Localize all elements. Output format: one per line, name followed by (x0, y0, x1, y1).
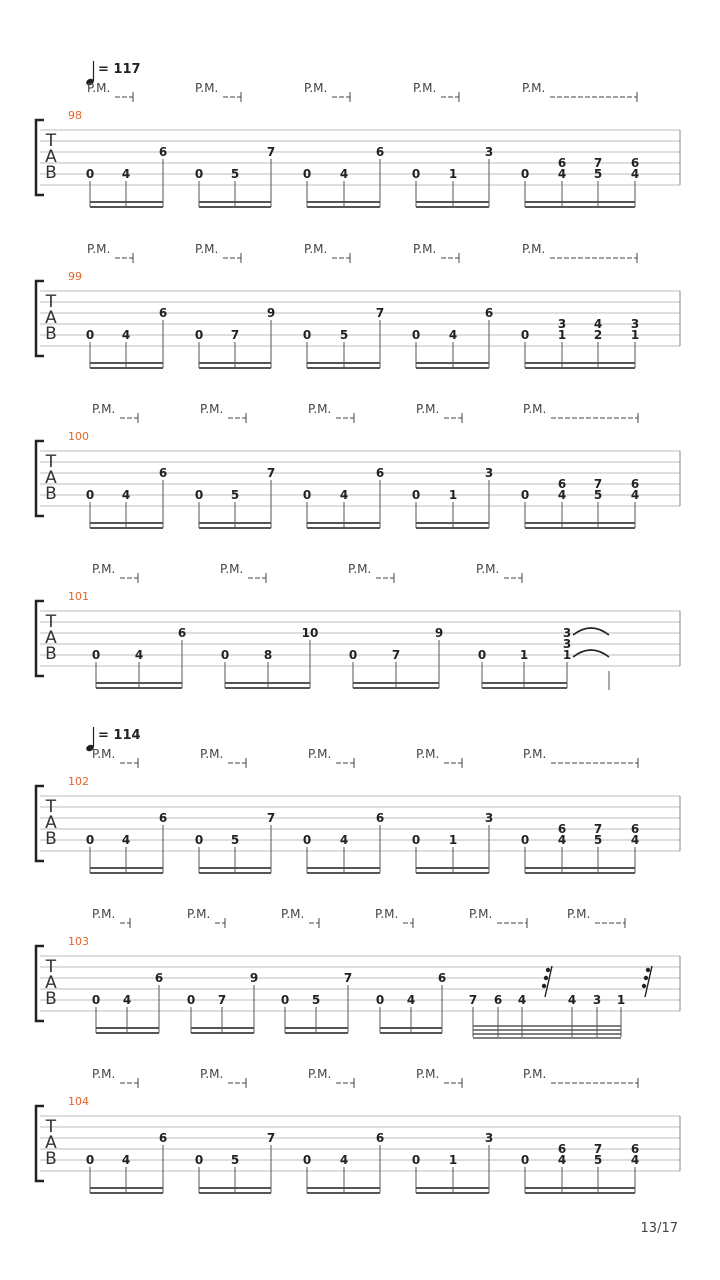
measure-number: 102 (68, 775, 89, 788)
fret-number: 6 (630, 477, 640, 491)
fret-number: 7 (593, 822, 603, 836)
beat-group (86, 1131, 167, 1193)
fret-number: 3 (484, 145, 494, 159)
fret-number: 6 (158, 1131, 168, 1145)
beat-group (412, 811, 493, 873)
fret-number: 4 (121, 833, 131, 847)
fret-number: 0 (520, 1153, 530, 1167)
fret-number: 7 (343, 971, 353, 985)
fret-number: 5 (593, 833, 603, 847)
fret-number: 6 (630, 156, 640, 170)
beat-group (349, 626, 443, 688)
beat-group (521, 822, 639, 873)
beat-group (521, 477, 639, 528)
palm-mute-label: P.M. (523, 747, 547, 761)
thirty-second-rest-icon (642, 966, 652, 997)
tab-clef-letter: T (45, 452, 57, 472)
fret-number: 4 (630, 833, 640, 847)
fret-number: 4 (448, 328, 458, 342)
fret-number: 0 (85, 328, 95, 342)
fret-number: 3 (484, 811, 494, 825)
fret-number: 6 (557, 477, 567, 491)
palm-mute-label: P.M. (476, 562, 500, 576)
fret-number: 0 (302, 488, 312, 502)
palm-mute-label: P.M. (523, 402, 547, 416)
fret-number: 0 (194, 1153, 204, 1167)
measure-number: 104 (68, 1095, 89, 1108)
palm-mute-label: P.M. (416, 1067, 440, 1081)
fret-number: 7 (593, 477, 603, 491)
system-bracket (36, 946, 44, 1021)
palm-mute-label: P.M. (413, 242, 437, 256)
fret-number: 7 (375, 306, 385, 320)
palm-mute-label: P.M. (92, 562, 116, 576)
fret-number: 4 (557, 1153, 567, 1167)
fret-number: 3 (592, 993, 602, 1007)
fret-number: 5 (593, 167, 603, 181)
tab-clef-letter: A (45, 147, 57, 167)
tab-system (36, 61, 680, 207)
palm-mute-label: P.M. (308, 747, 332, 761)
fret-number: 6 (375, 811, 385, 825)
beat-group (303, 145, 384, 207)
system-bracket (36, 601, 44, 676)
fret-number: 5 (311, 993, 321, 1007)
fret-number: 3 (557, 317, 567, 331)
fret-number: 6 (557, 156, 567, 170)
measure-number: 100 (68, 430, 89, 443)
fret-number: 6 (437, 971, 447, 985)
fret-number: 4 (339, 167, 349, 181)
palm-mute-label: P.M. (308, 1067, 332, 1081)
beat-group (92, 626, 186, 688)
beat-group (86, 811, 167, 873)
fret-number: 6 (158, 466, 168, 480)
fret-number: 2 (593, 328, 603, 342)
fret-number: 6 (557, 1142, 567, 1156)
fret-number: 4 (557, 167, 567, 181)
fret-number: 4 (339, 488, 349, 502)
fret-number: 4 (339, 1153, 349, 1167)
beat-group (195, 1131, 275, 1193)
fret-number: 6 (177, 626, 187, 640)
beat-group (221, 626, 319, 688)
tie-arc (573, 628, 609, 635)
fret-number: 1 (448, 488, 458, 502)
fret-number: 6 (158, 811, 168, 825)
beat-group (412, 1131, 493, 1193)
fret-number: 7 (266, 811, 276, 825)
fret-number: 0 (302, 1153, 312, 1167)
tab-clef-letter: B (45, 163, 57, 183)
palm-mute-label: P.M. (220, 562, 244, 576)
measure-number: 103 (68, 935, 89, 948)
tab-clef-letter: A (45, 973, 57, 993)
fret-number: 5 (593, 488, 603, 502)
fret-number: 4 (339, 833, 349, 847)
tab-clef-letter: A (45, 468, 57, 488)
palm-mute-label: P.M. (187, 907, 211, 921)
fret-number: 6 (630, 1142, 640, 1156)
beat-group (303, 466, 384, 528)
fret-number: 7 (266, 145, 276, 159)
tempo-mark: = 114 (98, 728, 141, 743)
measure-number: 98 (68, 109, 82, 122)
palm-mute-label: P.M. (416, 402, 440, 416)
fret-number: 9 (249, 971, 259, 985)
fret-number: 0 (85, 167, 95, 181)
fret-number: 1 (616, 993, 626, 1007)
beat-group (86, 306, 167, 368)
beat-group (412, 145, 493, 207)
tempo-mark: = 117 (98, 62, 141, 77)
fret-number: 0 (302, 833, 312, 847)
palm-mute-label: P.M. (522, 242, 546, 256)
fret-number: 0 (411, 167, 421, 181)
beat-group (195, 145, 275, 207)
fret-number: 3 (630, 317, 640, 331)
thirty-second-rest-icon (542, 966, 552, 997)
fret-number: 0 (348, 648, 358, 662)
palm-mute-label: P.M. (200, 1067, 224, 1081)
palm-mute-label: P.M. (281, 907, 305, 921)
fret-number: 4 (557, 833, 567, 847)
palm-mute-label: P.M. (308, 402, 332, 416)
tab-clef-letter: T (45, 292, 57, 312)
beat-group (187, 971, 258, 1033)
fret-number: 0 (477, 648, 487, 662)
beat-group (86, 145, 167, 207)
fret-number: 0 (411, 488, 421, 502)
beat-group (86, 466, 167, 528)
fret-number: 6 (375, 466, 385, 480)
beat-group (92, 971, 163, 1033)
palm-mute-label: P.M. (304, 81, 328, 95)
fret-number: 0 (194, 167, 204, 181)
fret-number: 3 (484, 1131, 494, 1145)
fret-number: 7 (217, 993, 227, 1007)
fret-number: 5 (339, 328, 349, 342)
beat-group (303, 811, 384, 873)
palm-mute-label: P.M. (92, 747, 116, 761)
fret-number: 0 (411, 833, 421, 847)
tab-clef-letter: A (45, 1133, 57, 1153)
tab-clef-letter: A (45, 813, 57, 833)
fret-number: 0 (375, 993, 385, 1007)
palm-mute-label: P.M. (195, 242, 219, 256)
fret-number: 7 (230, 328, 240, 342)
tab-clef-letter: T (45, 612, 57, 632)
fret-number: 7 (266, 466, 276, 480)
fret-number: 6 (557, 822, 567, 836)
fret-number: 4 (134, 648, 144, 662)
tab-system (36, 727, 680, 873)
fret-number: 4 (630, 1153, 640, 1167)
fret-number: 4 (593, 317, 603, 331)
fret-number: 9 (266, 306, 276, 320)
tie-arc (573, 650, 609, 657)
beat-group (521, 317, 639, 368)
system-bracket (36, 786, 44, 861)
palm-mute-label: P.M. (348, 562, 372, 576)
fret-number: 8 (263, 648, 273, 662)
fret-number: 4 (121, 328, 131, 342)
fret-number: 5 (230, 488, 240, 502)
fret-number: 6 (375, 1131, 385, 1145)
fret-number: 1 (557, 328, 567, 342)
fret-number: 0 (520, 328, 530, 342)
fret-number: 0 (520, 167, 530, 181)
palm-mute-label: P.M. (92, 907, 116, 921)
fret-number: 4 (567, 993, 577, 1007)
fret-number: 7 (266, 1131, 276, 1145)
fret-number: 0 (411, 328, 421, 342)
palm-mute-label: P.M. (200, 747, 224, 761)
tab-clef-letter: T (45, 957, 57, 977)
system-bracket (36, 1106, 44, 1181)
palm-mute-label: P.M. (567, 907, 591, 921)
fret-number: 0 (91, 648, 101, 662)
beat-group (303, 306, 384, 368)
measure-number: 101 (68, 590, 89, 603)
fret-number: 0 (186, 993, 196, 1007)
beat-group (281, 971, 352, 1033)
fret-number: 1 (448, 167, 458, 181)
tab-clef-letter: B (45, 829, 57, 849)
tab-system (36, 562, 680, 690)
fret-number: 3 (562, 626, 572, 640)
fret-number: 6 (158, 145, 168, 159)
tab-clef-letter: T (45, 131, 57, 151)
fret-number: 7 (468, 993, 478, 1007)
system-bracket (36, 120, 44, 195)
beat-group (195, 306, 275, 368)
tab-clef-letter: B (45, 989, 57, 1009)
fret-number: 4 (121, 488, 131, 502)
fret-number: 7 (593, 1142, 603, 1156)
tab-clef-letter: B (45, 1149, 57, 1169)
fret-number: 5 (230, 833, 240, 847)
beat-group (412, 306, 493, 368)
fret-number: 6 (154, 971, 164, 985)
palm-mute-label: P.M. (469, 907, 493, 921)
palm-mute-label: P.M. (92, 402, 116, 416)
system-bracket (36, 281, 44, 356)
fret-number: 0 (194, 328, 204, 342)
fret-number: 5 (230, 1153, 240, 1167)
fret-number: 6 (630, 822, 640, 836)
fret-number: 0 (194, 833, 204, 847)
tab-clef-letter: A (45, 628, 57, 648)
fret-number: 1 (630, 328, 640, 342)
palm-mute-label: P.M. (375, 907, 399, 921)
palm-mute-label: P.M. (413, 81, 437, 95)
fret-number: 4 (517, 993, 527, 1007)
fret-number: 0 (194, 488, 204, 502)
fret-number: 4 (122, 993, 132, 1007)
tab-system (36, 402, 680, 528)
tab-clef-letter: T (45, 797, 57, 817)
palm-mute-label: P.M. (416, 747, 440, 761)
fret-number: 0 (302, 328, 312, 342)
fret-number: 4 (121, 167, 131, 181)
fret-number: 3 (484, 466, 494, 480)
fret-number: 1 (562, 648, 572, 662)
fret-number: 0 (91, 993, 101, 1007)
fret-number: 6 (375, 145, 385, 159)
beat-group (521, 156, 639, 207)
fret-number: 4 (630, 488, 640, 502)
palm-mute-label: P.M. (200, 402, 224, 416)
fret-number: 6 (484, 306, 494, 320)
beat-group (412, 466, 493, 528)
fret-number: 9 (434, 626, 444, 640)
fret-number: 3 (562, 637, 572, 651)
fret-number: 4 (406, 993, 416, 1007)
beat-group (195, 466, 275, 528)
fret-number: 0 (520, 833, 530, 847)
fret-number: 4 (121, 1153, 131, 1167)
beat-group (195, 811, 275, 873)
tab-system (36, 1067, 680, 1193)
fret-number: 4 (630, 167, 640, 181)
beat-group (376, 971, 446, 1033)
tab-clef-letter: A (45, 308, 57, 328)
palm-mute-label: P.M. (87, 81, 111, 95)
fret-number: 4 (557, 488, 567, 502)
tab-system (36, 242, 680, 368)
fret-number: 0 (411, 1153, 421, 1167)
fret-number: 0 (85, 488, 95, 502)
fret-number: 0 (302, 167, 312, 181)
palm-mute-label: P.M. (522, 81, 546, 95)
palm-mute-label: P.M. (304, 242, 328, 256)
fret-number: 5 (230, 167, 240, 181)
tab-clef-letter: T (45, 1117, 57, 1137)
palm-mute-label: P.M. (195, 81, 219, 95)
fret-number: 10 (301, 626, 319, 640)
fret-number: 0 (280, 993, 290, 1007)
palm-mute-label: P.M. (87, 242, 111, 256)
fret-number: 5 (593, 1153, 603, 1167)
fret-number: 6 (158, 306, 168, 320)
tab-clef-letter: B (45, 644, 57, 664)
palm-mute-label: P.M. (523, 1067, 547, 1081)
fret-number: 0 (520, 488, 530, 502)
tab-clef-letter: B (45, 324, 57, 344)
fret-number: 7 (391, 648, 401, 662)
page-number: 13/17 (640, 1221, 678, 1236)
fret-number: 6 (493, 993, 503, 1007)
beat-group (303, 1131, 384, 1193)
palm-mute-label: P.M. (92, 1067, 116, 1081)
system-bracket (36, 441, 44, 516)
fret-number: 1 (448, 1153, 458, 1167)
fret-number: 1 (519, 648, 529, 662)
measure-number: 99 (68, 270, 82, 283)
beat-group (521, 1142, 639, 1193)
fret-number: 1 (448, 833, 458, 847)
tab-clef-letter: B (45, 484, 57, 504)
fret-number: 0 (85, 1153, 95, 1167)
fret-number: 7 (593, 156, 603, 170)
fret-number: 0 (85, 833, 95, 847)
tab-system (36, 907, 680, 1038)
fret-number: 0 (220, 648, 230, 662)
